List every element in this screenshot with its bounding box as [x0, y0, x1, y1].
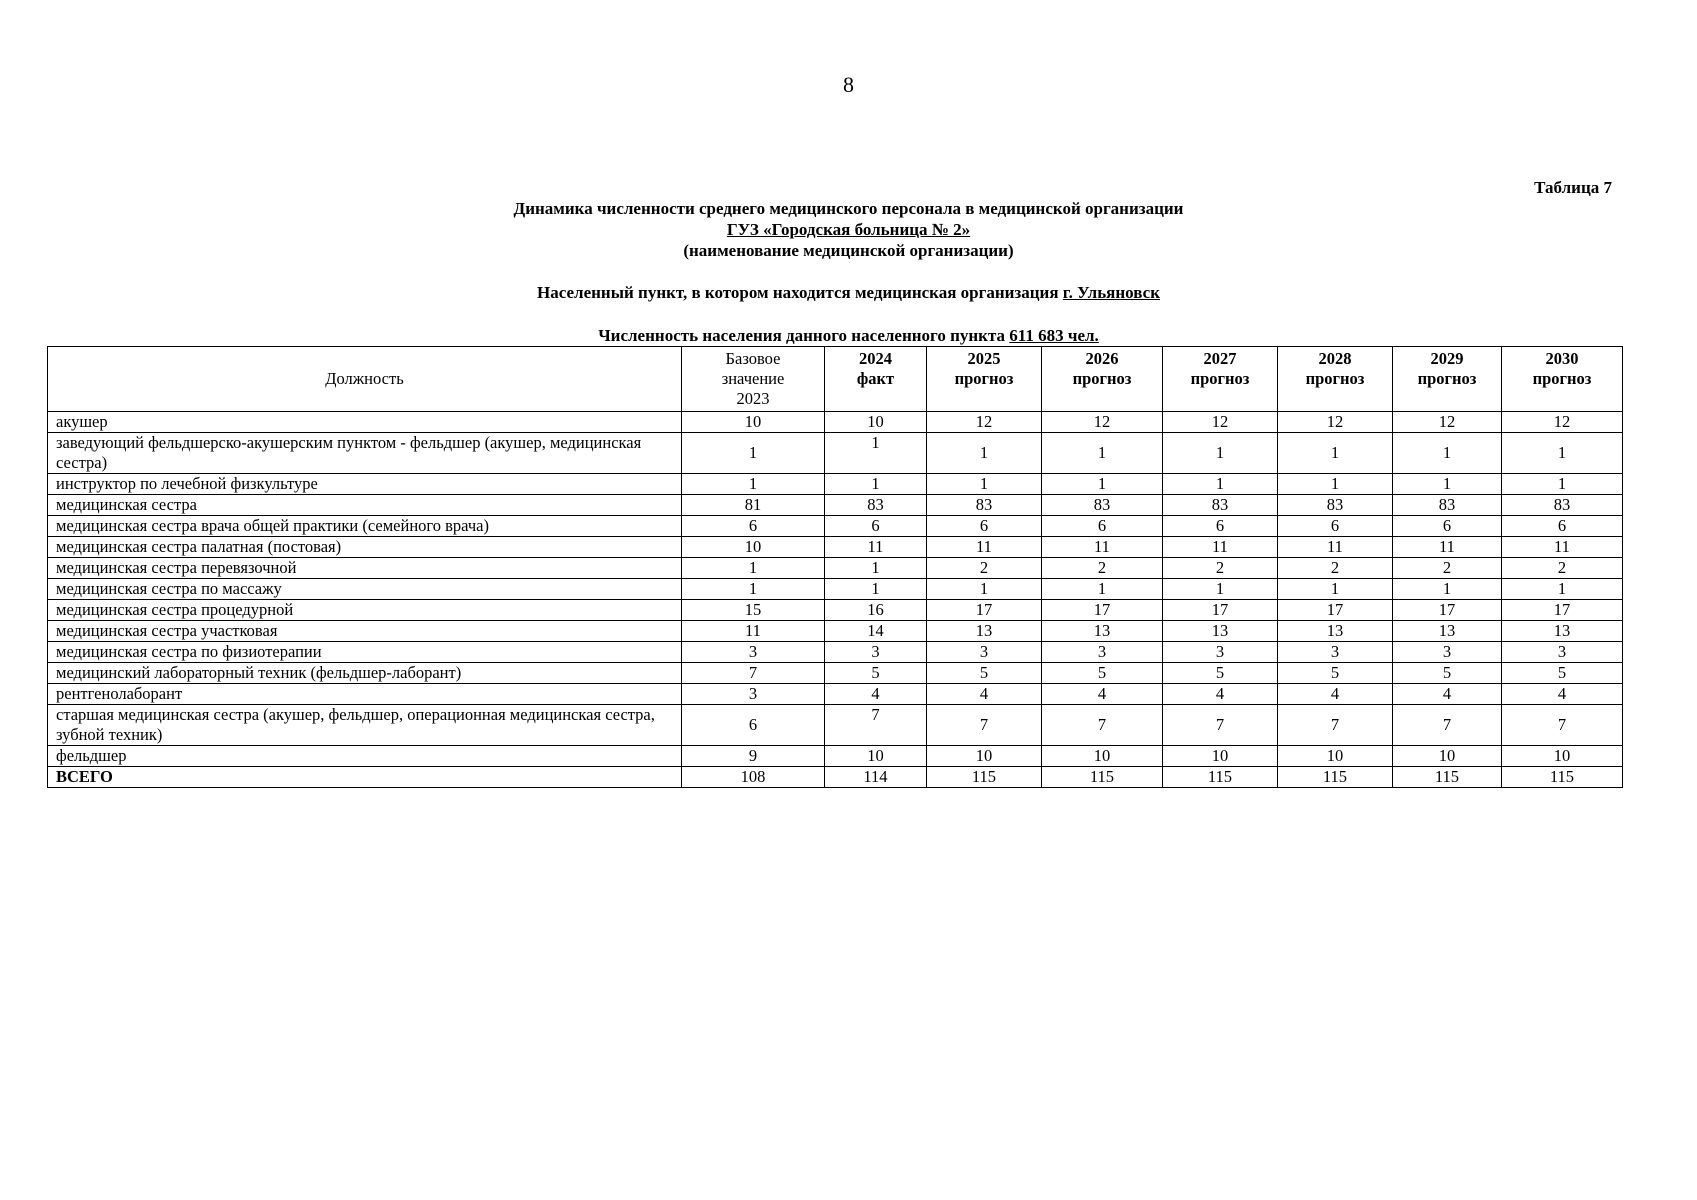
value-cell: 2	[1042, 558, 1163, 579]
value-cell: 83	[1278, 495, 1393, 516]
value-cell: 10	[1278, 746, 1393, 767]
position-name: фельдшер	[48, 746, 682, 767]
value-cell: 1	[1393, 474, 1502, 495]
header-2025: 2025 прогноз	[927, 347, 1042, 412]
value-cell: 1	[1278, 433, 1393, 474]
population-line	[0, 325, 1697, 346]
value-cell: 6	[682, 705, 825, 746]
value-cell: 2	[1163, 558, 1278, 579]
table-row	[48, 558, 1623, 579]
value-cell: 3	[1042, 642, 1163, 663]
value-cell: 17	[1042, 600, 1163, 621]
value-cell: 1	[825, 474, 927, 495]
total-cell: 114	[825, 767, 927, 788]
value-cell: 1	[1042, 474, 1163, 495]
value-cell: 1	[1502, 579, 1623, 600]
value-cell: 1	[927, 474, 1042, 495]
value-cell: 10	[1163, 746, 1278, 767]
value-cell: 83	[1163, 495, 1278, 516]
table-row	[48, 537, 1623, 558]
value-cell: 13	[927, 621, 1042, 642]
value-cell: 7	[1393, 705, 1502, 746]
value-cell: 5	[1502, 663, 1623, 684]
value-cell: 11	[1163, 537, 1278, 558]
value-cell: 11	[1278, 537, 1393, 558]
table-row	[48, 474, 1623, 495]
header-position: Должность	[48, 347, 682, 412]
position-name: медицинская сестра	[48, 495, 682, 516]
value-cell: 7	[682, 663, 825, 684]
value-cell: 13	[1502, 621, 1623, 642]
value-cell: 4	[927, 684, 1042, 705]
value-cell: 1	[1393, 433, 1502, 474]
value-cell: 13	[1042, 621, 1163, 642]
value-cell: 1	[682, 433, 825, 474]
table-row	[48, 516, 1623, 537]
value-cell: 13	[1278, 621, 1393, 642]
value-cell: 1	[1502, 474, 1623, 495]
value-cell: 5	[825, 663, 927, 684]
value-cell: 3	[1278, 642, 1393, 663]
table-row	[48, 495, 1623, 516]
value-cell: 1	[1502, 433, 1623, 474]
value-cell: 10	[825, 746, 927, 767]
table-row	[48, 412, 1623, 433]
value-cell: 7	[825, 705, 927, 746]
header-2028: 2028 прогноз	[1278, 347, 1393, 412]
value-cell: 1	[1163, 579, 1278, 600]
value-cell: 17	[1278, 600, 1393, 621]
value-cell: 1	[1393, 579, 1502, 600]
value-cell: 5	[1278, 663, 1393, 684]
value-cell: 10	[682, 537, 825, 558]
header-base: Базовое значение 2023	[682, 347, 825, 412]
value-cell: 1	[1042, 433, 1163, 474]
table-label: Таблица 7	[1534, 178, 1612, 197]
value-cell: 10	[682, 412, 825, 433]
table-row	[48, 600, 1623, 621]
value-cell: 13	[1393, 621, 1502, 642]
value-cell: 81	[682, 495, 825, 516]
total-cell: 115	[1502, 767, 1623, 788]
value-cell: 16	[825, 600, 927, 621]
position-name: медицинская сестра процедурной	[48, 600, 682, 621]
value-cell: 10	[1502, 746, 1623, 767]
position-name: медицинская сестра участковая	[48, 621, 682, 642]
value-cell: 15	[682, 600, 825, 621]
population-value: 611 683 чел.	[1009, 326, 1099, 345]
table-row	[48, 684, 1623, 705]
value-cell: 1	[682, 474, 825, 495]
value-cell: 6	[1393, 516, 1502, 537]
total-row	[48, 767, 1623, 788]
table-row	[48, 642, 1623, 663]
total-cell: 115	[1042, 767, 1163, 788]
value-cell: 1	[825, 433, 927, 474]
value-cell: 6	[1042, 516, 1163, 537]
table-row	[48, 579, 1623, 600]
value-cell: 5	[927, 663, 1042, 684]
table-row	[48, 621, 1623, 642]
value-cell: 5	[1042, 663, 1163, 684]
value-cell: 6	[1502, 516, 1623, 537]
value-cell: 4	[1502, 684, 1623, 705]
organization-name	[0, 219, 1697, 240]
value-cell: 7	[1163, 705, 1278, 746]
value-cell: 10	[1393, 746, 1502, 767]
value-cell: 1	[1278, 579, 1393, 600]
value-cell: 3	[682, 642, 825, 663]
value-cell: 1	[1163, 474, 1278, 495]
value-cell: 10	[825, 412, 927, 433]
value-cell: 1	[825, 579, 927, 600]
value-cell: 1	[682, 579, 825, 600]
value-cell: 1	[1163, 433, 1278, 474]
value-cell: 7	[1278, 705, 1393, 746]
value-cell: 5	[1163, 663, 1278, 684]
value-cell: 10	[927, 746, 1042, 767]
staff-table	[47, 346, 1623, 788]
value-cell: 7	[1042, 705, 1163, 746]
value-cell: 11	[1393, 537, 1502, 558]
table-row	[48, 433, 1623, 474]
value-cell: 6	[825, 516, 927, 537]
page-number: 8	[843, 72, 854, 97]
header-2027: 2027 прогноз	[1163, 347, 1278, 412]
total-cell: 115	[1393, 767, 1502, 788]
position-name: заведующий фельдшерско-акушерским пунктом - фельдшер (акушер, медицинская сестра)	[48, 433, 682, 474]
value-cell: 6	[1163, 516, 1278, 537]
value-cell: 5	[1393, 663, 1502, 684]
value-cell: 83	[825, 495, 927, 516]
value-cell: 11	[825, 537, 927, 558]
value-cell: 1	[927, 433, 1042, 474]
value-cell: 1	[682, 558, 825, 579]
header-2024: 2024 факт	[825, 347, 927, 412]
value-cell: 11	[682, 621, 825, 642]
value-cell: 83	[1502, 495, 1623, 516]
value-cell: 11	[1042, 537, 1163, 558]
position-name: медицинский лабораторный техник (фельдшер-лаборант)	[48, 663, 682, 684]
organization-caption: (наименование медицинской организации)	[683, 241, 1014, 260]
position-name: медицинская сестра по физиотерапии	[48, 642, 682, 663]
value-cell: 1	[927, 579, 1042, 600]
header-row	[48, 347, 1623, 412]
value-cell: 12	[1393, 412, 1502, 433]
value-cell: 3	[682, 684, 825, 705]
position-name: медицинская сестра палатная (постовая)	[48, 537, 682, 558]
value-cell: 3	[1163, 642, 1278, 663]
value-cell: 1	[1042, 579, 1163, 600]
locality-value: г. Ульяновск	[1062, 283, 1160, 302]
value-cell: 4	[1163, 684, 1278, 705]
value-cell: 83	[1393, 495, 1502, 516]
value-cell: 4	[1042, 684, 1163, 705]
position-name: старшая медицинская сестра (акушер, фельдшер, операционная медицинская сестра, зубной техник)	[48, 705, 682, 746]
value-cell: 11	[927, 537, 1042, 558]
value-cell: 6	[1278, 516, 1393, 537]
value-cell: 2	[1393, 558, 1502, 579]
position-name: акушер	[48, 412, 682, 433]
total-cell: 115	[1278, 767, 1393, 788]
value-cell: 10	[1042, 746, 1163, 767]
value-cell: 17	[1163, 600, 1278, 621]
total-cell: 115	[927, 767, 1042, 788]
value-cell: 6	[682, 516, 825, 537]
total-cell: 115	[1163, 767, 1278, 788]
value-cell: 9	[682, 746, 825, 767]
position-name: инструктор по лечебной физкультуре	[48, 474, 682, 495]
value-cell: 17	[927, 600, 1042, 621]
population-label: Численность населения данного населенного пункта	[598, 326, 1006, 345]
value-cell: 83	[1042, 495, 1163, 516]
value-cell: 3	[825, 642, 927, 663]
value-cell: 2	[1278, 558, 1393, 579]
value-cell: 3	[1502, 642, 1623, 663]
value-cell: 11	[1502, 537, 1623, 558]
value-cell: 3	[1393, 642, 1502, 663]
position-name: медицинская сестра перевязочной	[48, 558, 682, 579]
table-row	[48, 746, 1623, 767]
value-cell: 7	[927, 705, 1042, 746]
value-cell: 14	[825, 621, 927, 642]
value-cell: 83	[927, 495, 1042, 516]
header-2030: 2030 прогноз	[1502, 347, 1623, 412]
total-label: ВСЕГО	[48, 767, 682, 788]
organization-value: ГУЗ «Городская больница № 2»	[726, 220, 971, 239]
value-cell: 4	[1393, 684, 1502, 705]
value-cell: 4	[825, 684, 927, 705]
position-name: рентгенолаборант	[48, 684, 682, 705]
table-row	[48, 663, 1623, 684]
table-title: Динамика численности среднего медицинского персонала в медицинской организации	[513, 199, 1184, 218]
header-2026: 2026 прогноз	[1042, 347, 1163, 412]
position-name: медицинская сестра врача общей практики (семейного врача)	[48, 516, 682, 537]
table-row	[48, 705, 1623, 746]
value-cell: 1	[1278, 474, 1393, 495]
total-cell: 108	[682, 767, 825, 788]
value-cell: 1	[825, 558, 927, 579]
position-name: медицинская сестра по массажу	[48, 579, 682, 600]
value-cell: 12	[1163, 412, 1278, 433]
header-2029: 2029 прогноз	[1393, 347, 1502, 412]
value-cell: 2	[1502, 558, 1623, 579]
value-cell: 17	[1502, 600, 1623, 621]
value-cell: 12	[927, 412, 1042, 433]
value-cell: 7	[1502, 705, 1623, 746]
value-cell: 17	[1393, 600, 1502, 621]
value-cell: 2	[927, 558, 1042, 579]
locality-label: Населенный пункт, в котором находится медицинская организация	[537, 283, 1059, 302]
value-cell: 12	[1502, 412, 1623, 433]
value-cell: 4	[1278, 684, 1393, 705]
value-cell: 6	[927, 516, 1042, 537]
value-cell: 12	[1278, 412, 1393, 433]
value-cell: 12	[1042, 412, 1163, 433]
value-cell: 3	[927, 642, 1042, 663]
value-cell: 13	[1163, 621, 1278, 642]
locality-line	[0, 282, 1697, 303]
